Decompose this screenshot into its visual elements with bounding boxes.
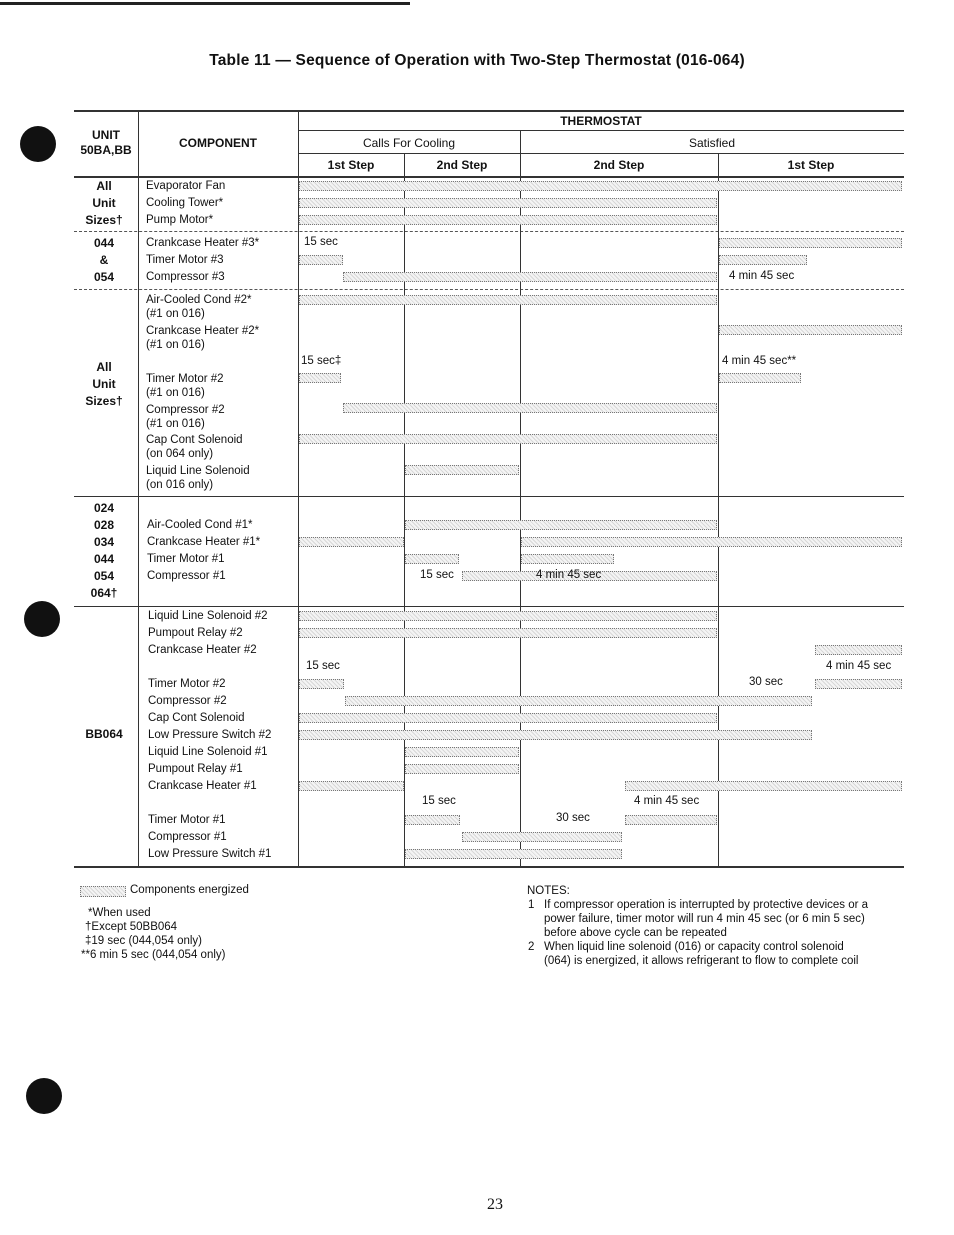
footnote: **6 min 5 sec (044,054 only) xyxy=(81,949,226,961)
table-title: Table 11 — Sequence of Operation with Two-Step Thermostat (016-064) xyxy=(209,52,745,69)
energized-bar xyxy=(405,554,459,564)
component-list: Evaporator Fan Cooling Tower* Pump Motor* xyxy=(146,180,226,226)
energized-bar xyxy=(719,255,807,265)
component-list: Liquid Line Solenoid #2 Pumpout Relay #2 Crankcase Heater #2 Timer Motor #2 Compressor #2 Cap Cont Solenoid Low Pressure Switch #2 Liquid Line Solenoid #1 Pumpout Relay #1 Crankcase Heater #1 Timer Motor #1 Compressor #1 Low Pressure Switch #1 xyxy=(148,610,272,860)
second-step-header: 2nd Step xyxy=(436,158,488,172)
energized-bar xyxy=(625,815,717,825)
time-label: 15 sec‡ xyxy=(301,355,342,367)
binder-hole xyxy=(26,1078,62,1114)
legend-energized: Components energized xyxy=(130,884,249,896)
energized-bar xyxy=(343,272,717,282)
energized-bar xyxy=(405,815,460,825)
binder-hole xyxy=(24,601,60,637)
unit-label-group: 044 & 054 xyxy=(93,236,115,284)
thermostat-header: THERMOSTAT xyxy=(560,114,642,128)
top-rule xyxy=(0,2,410,5)
energized-bar xyxy=(299,373,341,383)
time-label: 15 sec xyxy=(420,569,454,581)
footnote: ‡19 sec (044,054 only) xyxy=(85,935,202,947)
component-list: Air-Cooled Cond #1* Crankcase Heater #1* Timer Motor #1 Compressor #1 xyxy=(147,519,261,582)
energized-bar xyxy=(299,255,343,265)
time-label: 30 sec xyxy=(749,676,783,688)
note-item: 2 When liquid line solenoid (016) or capacity control solenoid (064) is energized, it allows refrigerant to flow to complete coil xyxy=(528,941,859,967)
component-item: Liquid Line Solenoid (on 016 only) xyxy=(146,465,250,491)
energized-bar xyxy=(521,537,902,547)
note-item: 1 If compressor operation is interrupted by protective devices or a power failure, timer motor will run 4 min 45 sec (or 6 min 5 sec) before above cycle can be repeated xyxy=(528,899,869,939)
energized-bar xyxy=(299,611,717,621)
energized-bar xyxy=(299,198,717,208)
satisfied-first-step-header: 1st Step xyxy=(787,158,835,172)
energized-bar xyxy=(625,781,902,791)
energized-bar xyxy=(299,730,812,740)
energized-bar xyxy=(462,832,622,842)
energized-bar xyxy=(405,465,519,475)
binder-hole xyxy=(20,126,56,162)
time-label: 30 sec xyxy=(556,812,590,824)
calls-for-cooling-header: Calls For Cooling xyxy=(362,136,456,150)
component-item: Compressor #2 (#1 on 016) xyxy=(146,404,225,430)
energized-bar xyxy=(299,181,902,191)
component-item: Crankcase Heater #2* (#1 on 016) xyxy=(146,325,260,351)
unit-label-group: BB064 xyxy=(85,727,123,741)
time-label: 4 min 45 sec xyxy=(536,569,602,581)
footnotes xyxy=(81,906,226,962)
energized-bar xyxy=(343,403,717,413)
unit-label-group: All Unit Sizes† xyxy=(85,179,123,227)
energized-bar xyxy=(299,679,344,689)
component-item: Timer Motor #2 (#1 on 016) xyxy=(146,373,224,399)
energized-bar xyxy=(405,849,622,859)
component-header: COMPONENT xyxy=(179,136,257,150)
energized-bar xyxy=(815,679,902,689)
unit-label-group: 024 028 034 044 054 064† xyxy=(90,501,118,600)
first-step-header: 1st Step xyxy=(327,158,375,172)
energized-bar xyxy=(719,373,801,383)
notes-heading: NOTES: xyxy=(527,885,570,897)
time-label: 15 sec xyxy=(422,795,456,807)
energized-bar xyxy=(405,764,519,774)
energized-bar xyxy=(815,645,902,655)
footnote: †Except 50BB064 xyxy=(85,921,178,933)
unit-header: UNIT 50BA,BB xyxy=(80,128,132,157)
time-label: 4 min 45 sec xyxy=(826,660,892,672)
unit-label-group: All Unit Sizes† xyxy=(85,360,123,408)
page-number: 23 xyxy=(487,1196,503,1213)
energized-bar xyxy=(299,215,717,225)
component-item: Air-Cooled Cond #2* (#1 on 016) xyxy=(146,294,252,320)
time-label: 4 min 45 sec xyxy=(634,795,700,807)
energized-bar xyxy=(299,781,404,791)
footnote: *When used xyxy=(88,907,151,919)
time-label: 15 sec xyxy=(304,236,338,248)
energized-bar xyxy=(719,238,902,248)
energized-bar xyxy=(299,537,404,547)
time-label: 4 min 45 sec** xyxy=(722,355,797,367)
energized-bar xyxy=(345,696,812,706)
energized-bar xyxy=(299,295,717,305)
component-list: Crankcase Heater #3* Timer Motor #3 Compressor #3 xyxy=(146,237,260,283)
legend-swatch xyxy=(80,886,126,897)
time-label: 15 sec xyxy=(306,660,340,672)
energized-bar xyxy=(299,713,717,723)
energized-bar xyxy=(299,434,717,444)
component-item: Cap Cont Solenoid (on 064 only) xyxy=(146,434,243,460)
energized-bar xyxy=(405,520,717,530)
time-label: 4 min 45 sec xyxy=(729,270,795,282)
energized-bar xyxy=(405,747,519,757)
satisfied-second-step-header: 2nd Step xyxy=(593,158,645,172)
energized-bar xyxy=(719,325,902,335)
notes-section xyxy=(527,884,907,968)
energized-bar xyxy=(299,628,717,638)
satisfied-header: Satisfied xyxy=(688,136,736,150)
energized-bar xyxy=(521,554,614,564)
